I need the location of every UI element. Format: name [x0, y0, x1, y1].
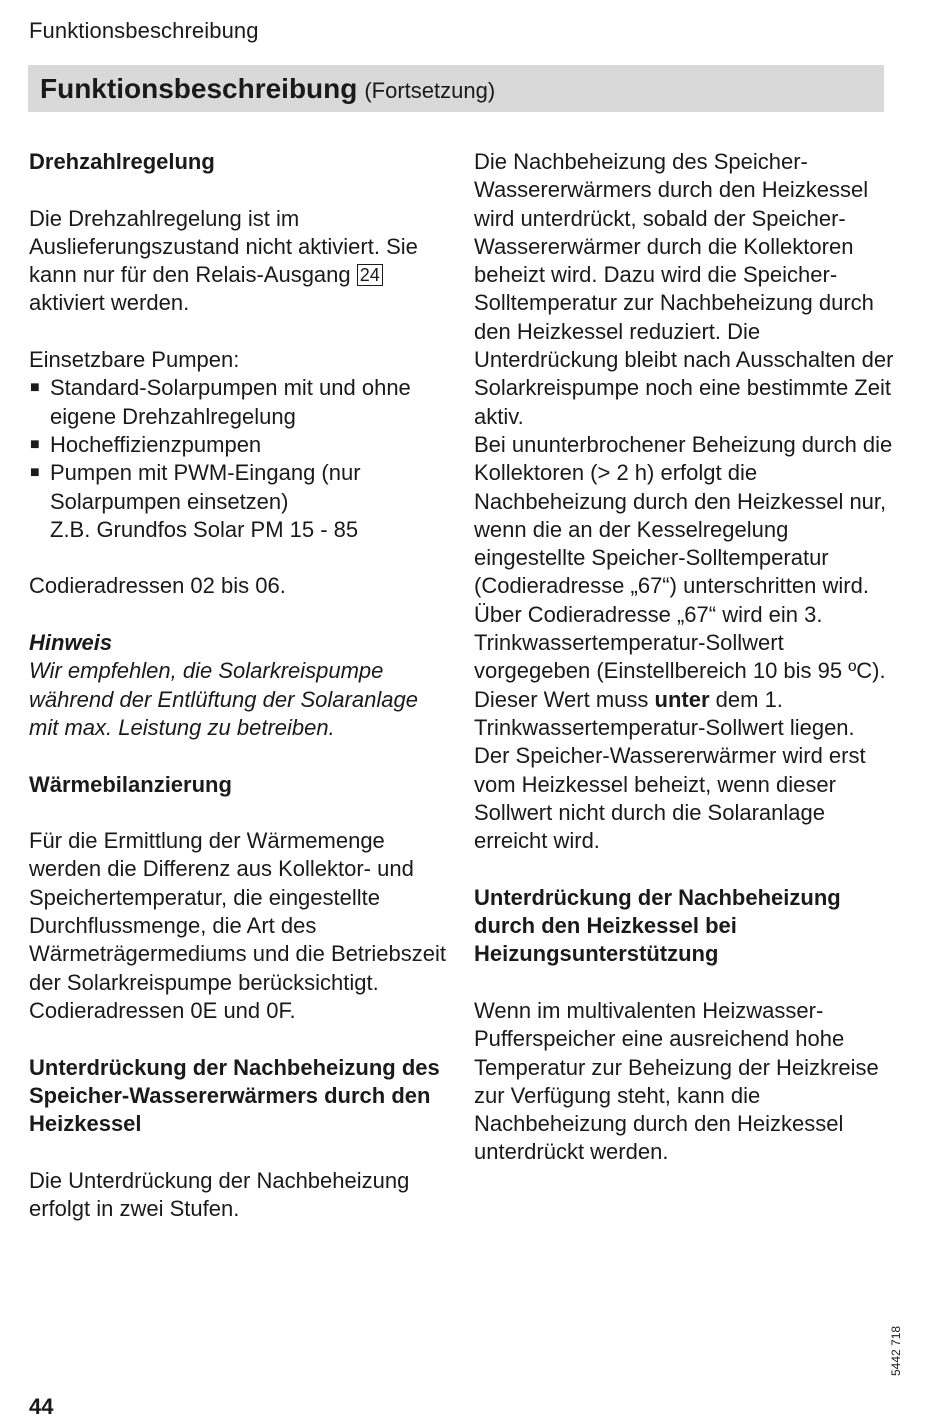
page-title: Funktionsbeschreibung: [40, 72, 358, 104]
heading-heat-balance: Wärmebilanzierung: [29, 771, 232, 797]
page-number: 44: [29, 1394, 54, 1419]
suppression-paragraph-5: Der Speicher-Wassererwärmer wird erst vom Heizkessel beheizt, wenn dieser Sollwert nicht durch die Solaranlage erreicht wird.: [474, 743, 866, 854]
pump-example: Z.B. Grundfos Solar PM 15 - 85: [50, 516, 359, 542]
suppression-intro: Die Unterdrückung der Nachbeheizung erfolgt in zwei Stufen.: [29, 1167, 410, 1221]
heading-suppression-heating-support: Unterdrückung der Nachbeheizung durch den Heizkessel bei Heizungsunterstützung: [474, 884, 841, 967]
suppression-paragraph-1: Die Nachbeheizung des Speicher-Wassererwärmers durch den Heizkessel wird unterdrückt, sobald der Speicher-Wassererwärmer durch die Kollektoren beheizt wird. Dazu wird die Speicher-Solltemperatur zur Nachbeheizung durch den Heizkessel reduziert. Die Unterdrückung bleibt nach Ausschalten der Solarkreispumpe noch eine bestimmte Zeit aktiv.: [474, 149, 894, 429]
right-column: [474, 148, 894, 1167]
heating-support-paragraph: Wenn im multivalenten Heizwasser-Pufferspeicher eine ausreichend hohe Temperatur zur Beheizung der Heizkreise zur Verfügung steht, kann die Nachbeheizung durch den Heizkessel unterdrückt werden.: [474, 997, 879, 1165]
list-item: ■ Pumpen mit PWM-Eingang (nur Solarpumpen einsetzen): [30, 460, 361, 514]
suppression-paragraph-3: Über Codieradresse „67“ wird ein 3. Trinkwassertemperatur-Sollwert vorgegeben (Einstellbereich 10 bis 95 ºC).: [474, 601, 886, 684]
list-item: ■ Standard-Solarpumpen mit und ohne eigene Drehzahlregelung: [30, 375, 411, 429]
relay-output-number-box: 24: [357, 264, 383, 286]
note-label: Hinweis: [29, 630, 113, 656]
heat-balance-paragraph: Für die Ermittlung der Wärmemenge werden die Differenz aus Kollektor- und Speichertemperatur, die eingestellte Durchflussmenge, die Art des Wärmeträgermediums und die Betriebszeit der Solarkreispumpe berücksichtigt.: [29, 828, 446, 995]
page-title-continuation: (Fortsetzung): [364, 77, 496, 103]
section-title-bar: [28, 65, 884, 112]
suppression-paragraph-4: Dieser Wert muss unter dem 1. Trinkwassertemperatur-Sollwert liegen.: [474, 686, 855, 740]
bullet-square-icon: ■: [30, 464, 40, 482]
document-number: 5442 718: [889, 1325, 903, 1376]
coding-addresses-speed: Codieradressen 02 bis 06.: [29, 573, 286, 599]
left-column: [29, 148, 449, 1223]
note-text: Wir empfehlen, die Solarkreispumpe während der Entlüftung der Solaranlage mit max. Leistung zu betreiben.: [29, 658, 418, 740]
bullet-square-icon: ■: [30, 379, 40, 397]
heading-speed-control: Drehzahlregelung: [29, 149, 215, 174]
suppression-paragraph-2: Bei ununterbrochener Beheizung durch die Kollektoren (> 2 h) erfolgt die Nachbeheizung durch den Heizkessel nur, wenn die an der Kesselregelung eingestellte Speicher-Solltemperatur (Codieradresse „67“) unterschritten wird.: [474, 431, 893, 599]
coding-addresses-heat: Codieradressen 0E und 0F.: [29, 997, 296, 1023]
bullet-square-icon: ■: [30, 435, 40, 453]
running-header: Funktionsbeschreibung: [29, 18, 259, 43]
list-item: ■ Hocheffizienzpumpen: [29, 431, 449, 459]
heading-suppression-dhw: Unterdrückung der Nachbeheizung des Speicher-Wassererwärmers durch den Heizkessel: [29, 1054, 440, 1137]
speed-control-paragraph: Die Drehzahlregelung ist im Auslieferungszustand nicht aktiviert. Sie kann nur für den Relais-Ausgang 24 aktiviert werden.: [29, 205, 418, 316]
pumps-intro: Einsetzbare Pumpen:: [29, 347, 240, 373]
